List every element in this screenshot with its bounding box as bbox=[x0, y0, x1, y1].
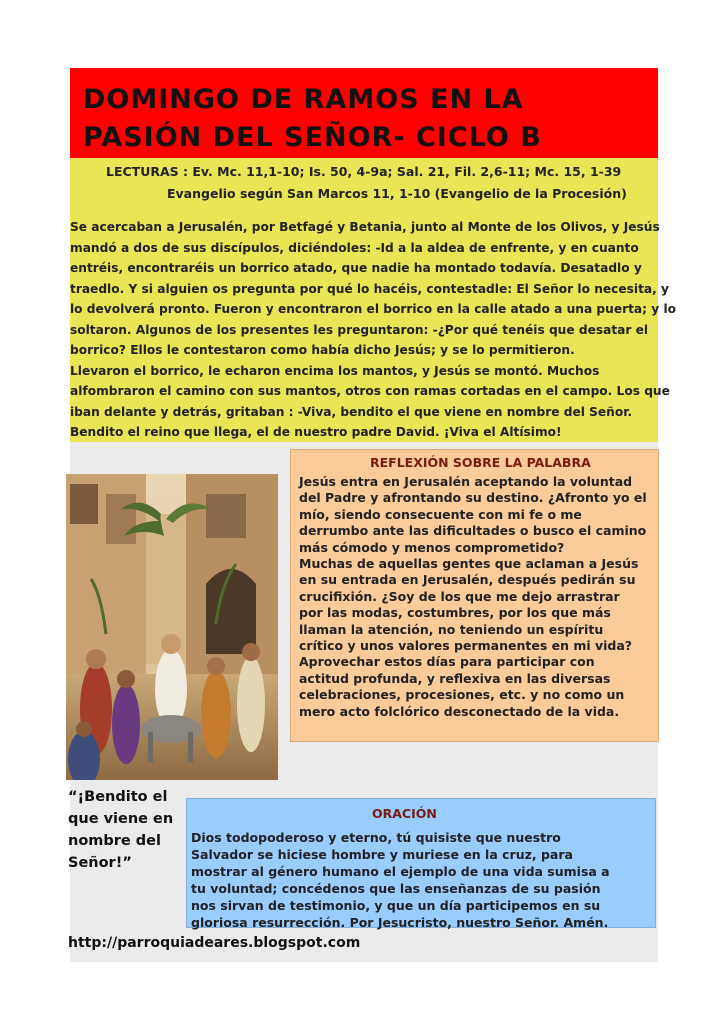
gospel-line: borrico? Ellos le contestaron como había dicho Jesús; y se lo permitieron. bbox=[70, 343, 575, 357]
reflection-text bbox=[299, 474, 654, 720]
prayer-line: Salvador se hiciese hombre y muriese en la cruz, para bbox=[191, 847, 573, 862]
gospel-line: lo devolverá pronto. Fueron y encontraron el borrico en la calle atado a una puerta; y lo bbox=[70, 302, 677, 316]
reflection-line: del Padre y afrontando su destino. ¿Afronto yo el bbox=[299, 490, 647, 506]
gospel-reference: Evangelio según San Marcos 11, 1-10 (Evangelio de la Procesión) bbox=[167, 186, 627, 201]
prayer-line: Dios todopoderoso y eterno, tú quisiste que nuestro bbox=[191, 830, 561, 845]
prayer-line: gloriosa resurrección. Por Jesucristo, nuestro Señor. Amén. bbox=[191, 915, 609, 930]
palm-sunday-painting bbox=[66, 474, 278, 780]
gospel-line: traedlo. Y si alguien os pregunta por qué lo hacéis, contestadle: El Señor lo necesita, y bbox=[70, 281, 669, 296]
gospel-line: mandó a dos de sus discípulos, diciéndoles: -Id a la aldea de enfrente, y en cuanto bbox=[70, 240, 639, 255]
quote-line: “¡Bendito el bbox=[68, 789, 168, 805]
reflection-line: actitud profunda, y reflexiva en las diversas bbox=[299, 670, 611, 686]
reflection-line: Muchas de aquellas gentes que aclaman a Jesús bbox=[299, 556, 639, 572]
reflection-line: mío, siendo consecuente con mi fe o me bbox=[299, 506, 582, 522]
quote-line: nombre del bbox=[68, 833, 161, 849]
gospel-line: entréis, encontraréis un borrico atado, que nadie ha montado todavía. Desatadlo y bbox=[70, 261, 642, 275]
quote-line: que viene en bbox=[68, 811, 174, 827]
reflection-line: en su entrada en Jerusalén, después pedirán su bbox=[299, 572, 636, 588]
reflection-line: crucifixión. ¿Soy de los que me dejo arrastrar bbox=[299, 588, 620, 604]
footer-url[interactable]: http://parroquiadeares.blogspot.com bbox=[68, 935, 361, 951]
painting-illustration bbox=[66, 474, 278, 780]
reflection-line: Aprovechar estos días para participar con bbox=[299, 654, 595, 670]
gospel-line: soltaron. Algunos de los presentes les preguntaron: -¿Por qué tenéis que desatar el bbox=[70, 322, 649, 337]
prayer-line: tu voluntad; concédenos que las enseñanzas de su pasión bbox=[191, 881, 601, 896]
gospel-line: Llevaron el borrico, le echaron encima los mantos, y Jesús se montó. Muchos bbox=[70, 363, 600, 378]
reflection-line: más cómodo y menos comprometido? bbox=[299, 539, 565, 555]
quote-line: Señor!” bbox=[68, 855, 132, 871]
prayer-line: nos sirvan de testimonio, y que un día participemos en su bbox=[191, 898, 601, 913]
reflection-line: derrumbo ante las dificultades o busco el camino bbox=[299, 523, 647, 539]
gospel-line: Bendito el reino que llega, el de nuestro padre David. ¡Viva el Altísimo! bbox=[70, 425, 562, 439]
reflection-line: crítico y unos valores permanentes en mi vida? bbox=[299, 638, 633, 654]
bendito-quote bbox=[68, 786, 173, 874]
reflection-line: celebraciones, procesiones, etc. y no como un bbox=[299, 687, 625, 703]
prayer-title: ORACIÓN bbox=[372, 806, 437, 821]
reflection-line: por las modas, costumbres, por los que más bbox=[299, 605, 611, 621]
title-line-2: PASIÓN DEL SEÑOR- CICLO B bbox=[83, 122, 542, 153]
gospel-line: iban delante y detrás, gritaban : -Viva, bendito el que viene en nombre del Señor. bbox=[70, 404, 633, 419]
readings-line: LECTURAS : Ev. Mc. 11,1-10; Is. 50, 4-9a; Sal. 21, Fil. 2,6-11; Mc. 15, 1-39 bbox=[106, 164, 622, 179]
prayer-text bbox=[191, 829, 651, 931]
gospel-text bbox=[70, 217, 677, 443]
prayer-line: mostrar al género humano el ejemplo de una vida sumisa a bbox=[191, 864, 610, 879]
gospel-line: Se acercaban a Jerusalén, por Betfagé y Betania, junto al Monte de los Olivos, y Jesús bbox=[70, 220, 660, 234]
title-banner bbox=[70, 68, 658, 158]
reflection-line: Jesús entra en Jerusalén aceptando la voluntad bbox=[299, 474, 633, 489]
reflection-line: llaman la atención, no teniendo un espíritu bbox=[299, 621, 604, 637]
reflection-line: mero acto folclórico desconectado de la vida. bbox=[299, 703, 620, 719]
title-line-1: DOMINGO DE RAMOS EN LA bbox=[83, 84, 524, 115]
reflection-title: REFLEXIÓN SOBRE LA PALABRA bbox=[370, 455, 591, 470]
gospel-line: alfombraron el camino con sus mantos, otros con ramas cortadas en el campo. Los que bbox=[70, 384, 670, 398]
